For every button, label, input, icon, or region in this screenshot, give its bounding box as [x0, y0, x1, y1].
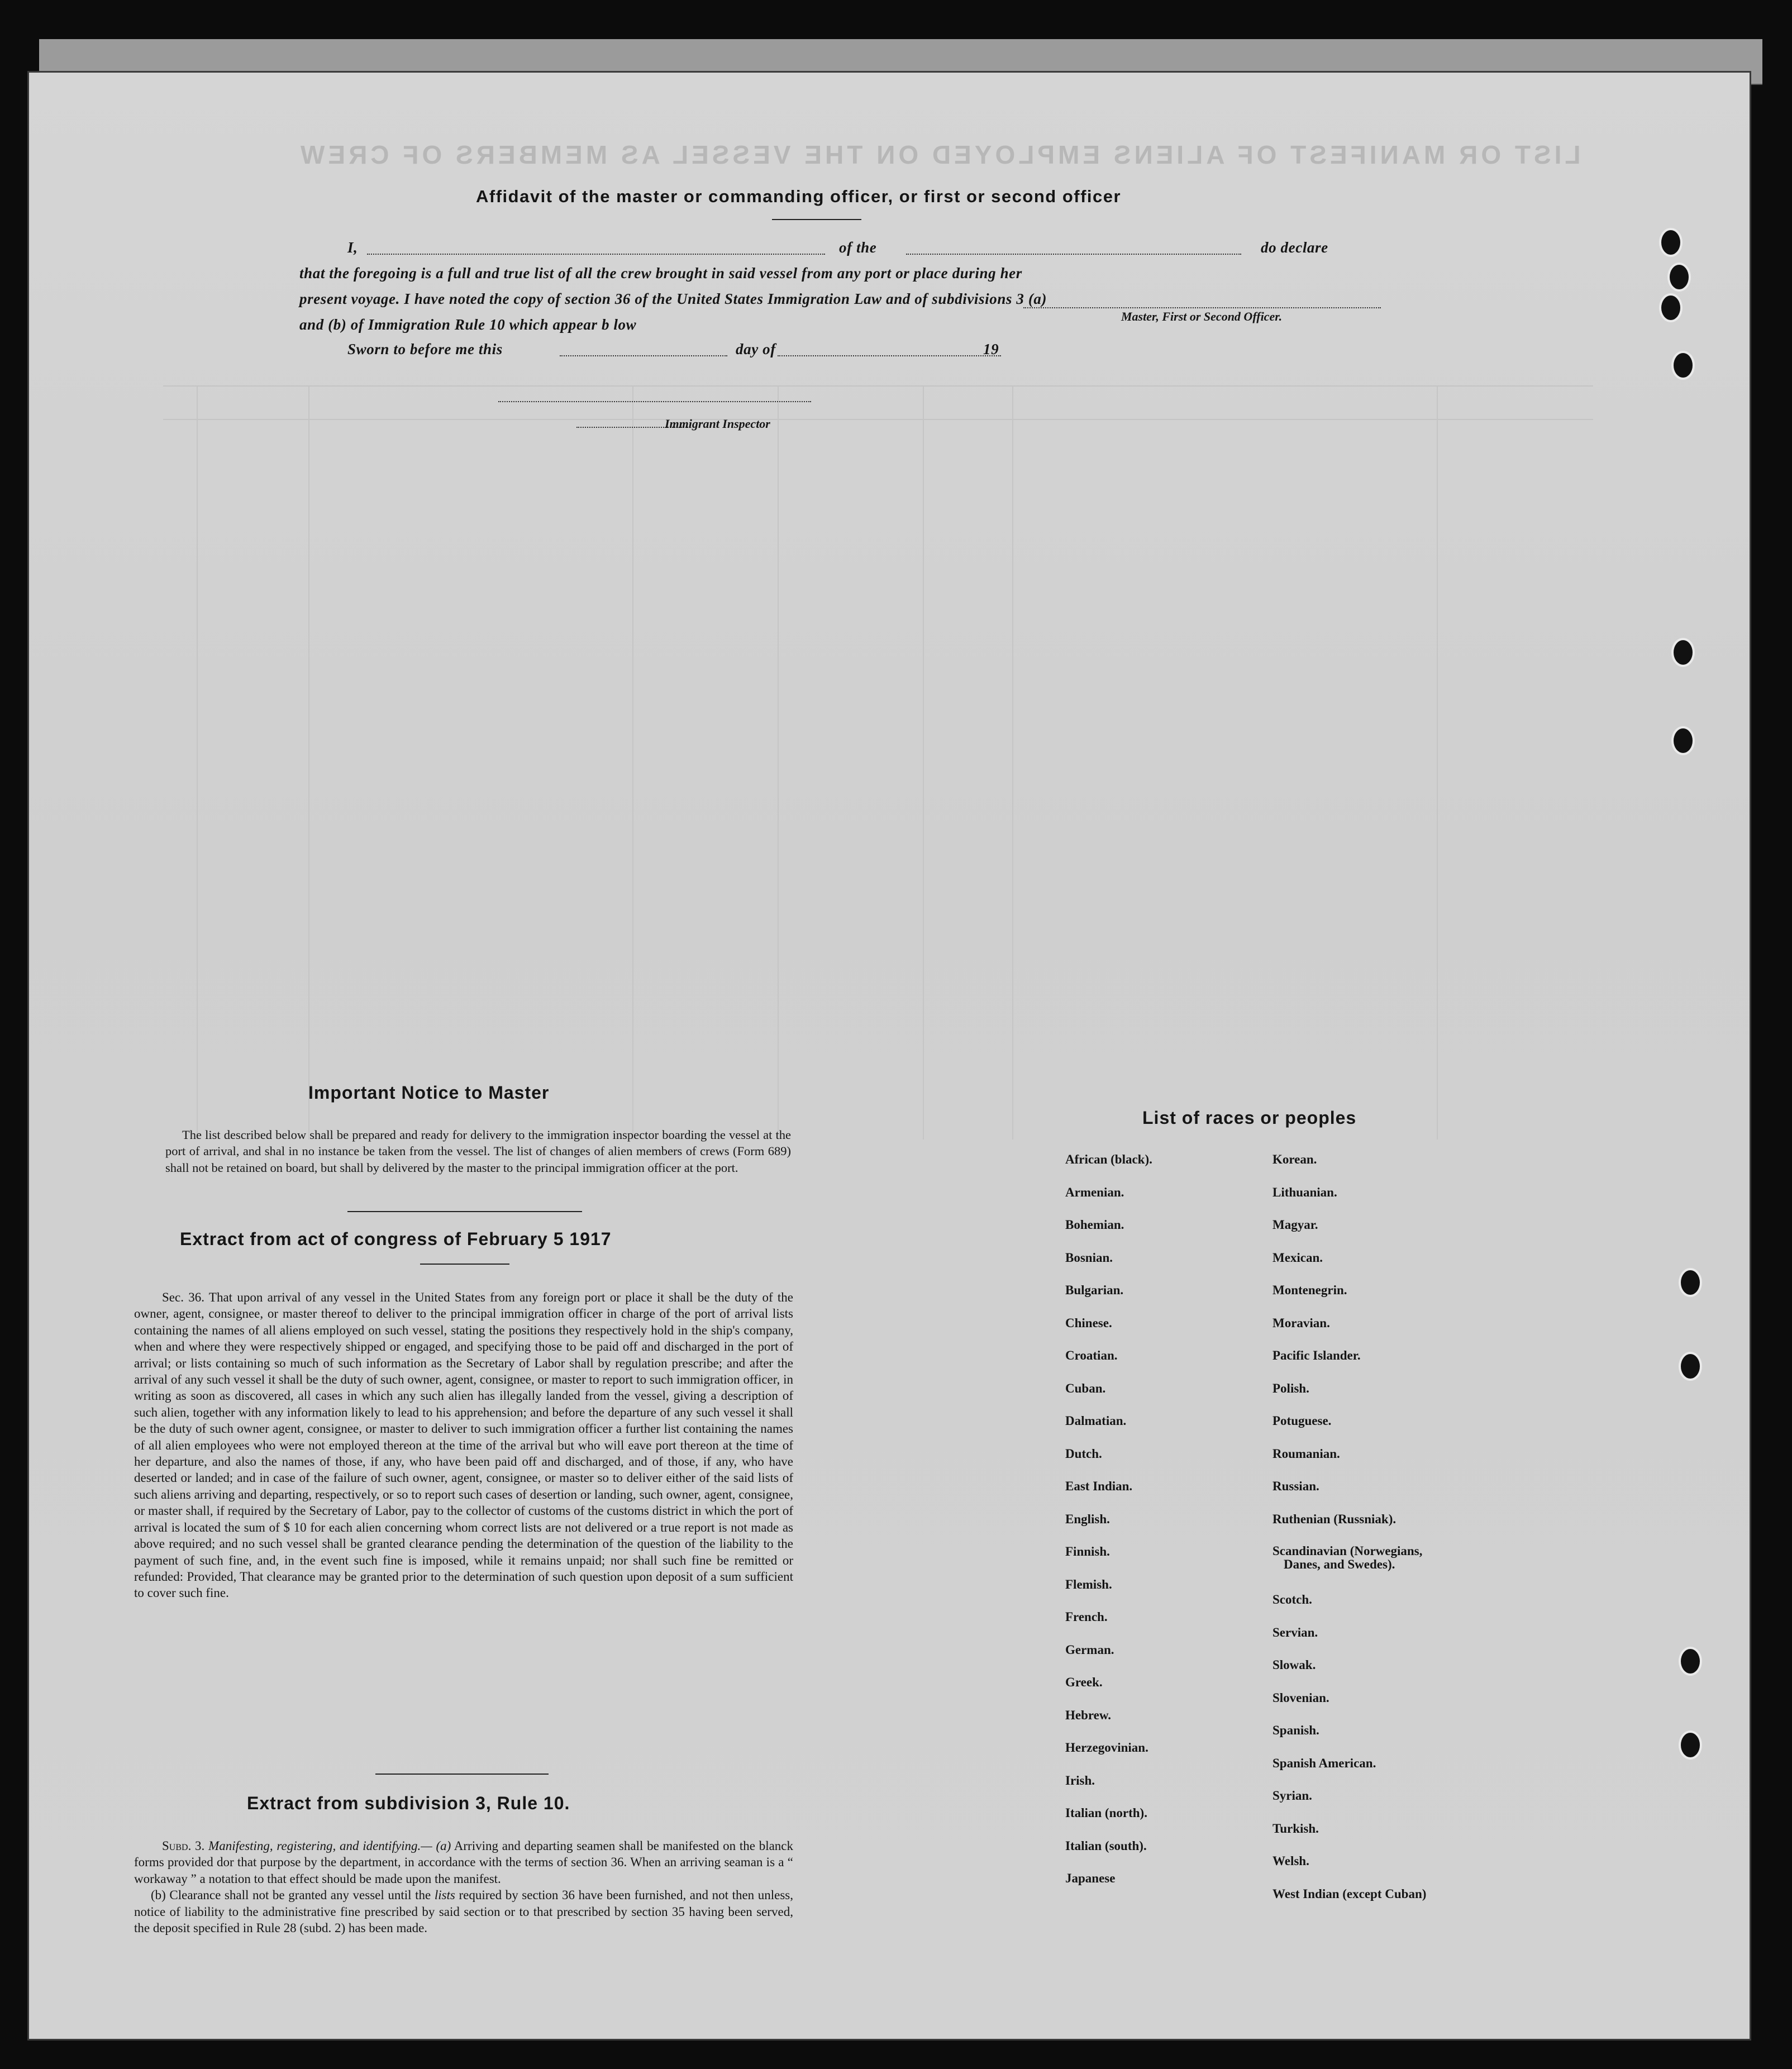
race-item: Chinese.: [1065, 1315, 1112, 1330]
race-item: Moravian.: [1272, 1315, 1330, 1330]
race-item: Slovenian.: [1272, 1690, 1329, 1705]
punch-hole: [1671, 638, 1695, 667]
bleed-through-column: [197, 385, 198, 1140]
race-item: African (black).: [1065, 1152, 1152, 1166]
race-item: Russian.: [1272, 1479, 1319, 1493]
race-item: Slowak.: [1272, 1658, 1316, 1672]
bleed-through-column: [778, 385, 779, 1140]
day-of-label: day of: [736, 341, 776, 357]
punch-hole: [1679, 1647, 1702, 1676]
race-item: Scandinavian (Norwegians, Danes, and Swedes).: [1272, 1544, 1423, 1571]
race-item: Croatian.: [1065, 1348, 1118, 1362]
affidavit-declare: do declare: [1261, 239, 1328, 256]
year-prefix: 19: [983, 341, 999, 357]
sworn-label: Sworn to before me this: [347, 341, 503, 357]
manifest-page: [29, 73, 1750, 2039]
punch-hole: [1659, 293, 1683, 322]
signature-label: Master, First or Second Officer.: [1121, 309, 1283, 323]
race-item: Armenian.: [1065, 1185, 1124, 1199]
race-item: Italian (south).: [1065, 1838, 1147, 1853]
race-item: French.: [1065, 1610, 1108, 1624]
race-item: Bohemian.: [1065, 1218, 1124, 1232]
race-item: Ruthenian (Russniak).: [1272, 1512, 1397, 1526]
race-item: Polish.: [1272, 1381, 1309, 1395]
affidavit-line-2: that the foregoing is a full and true list of all the crew brought in said vessel from any port or place during her: [299, 265, 1022, 282]
race-item: Korean.: [1272, 1152, 1317, 1166]
divider: [772, 219, 861, 220]
race-item: Roumanian.: [1272, 1446, 1340, 1461]
punch-hole: [1671, 351, 1695, 380]
races-right-column: [1272, 1152, 1426, 1919]
race-item: Finnish.: [1065, 1544, 1110, 1558]
race-item: Dalmatian.: [1065, 1414, 1127, 1428]
race-item: Japanese: [1065, 1871, 1116, 1885]
punch-hole: [1671, 726, 1695, 755]
subd-heading: Manifesting, registering, and identifying.— (a): [208, 1839, 451, 1853]
races-title: List of races or peoples: [1142, 1108, 1357, 1128]
race-item: Spanish American.: [1272, 1756, 1376, 1770]
notice-text: The list described below shall be prepared and ready for delivery to the immigration inspector boarding the vessel at the port of arrival, and shal in no instance be taken from the vessel. The list of changes of alien members of crews (Form 689) shall not be retained on board, but shall by delivered by the master to the principal immigration officer at the port.: [165, 1128, 791, 1175]
blank-vessel: [906, 254, 1241, 255]
blank-signature: [1023, 307, 1381, 308]
race-item: Welsh.: [1272, 1854, 1309, 1868]
affidavit-line-4: and (b) of Immigration Rule 10 which appear b low: [299, 316, 637, 333]
race-item: Mexican.: [1272, 1250, 1323, 1265]
race-item: Servian.: [1272, 1625, 1318, 1639]
race-item: East Indian.: [1065, 1479, 1133, 1493]
blank-day: [560, 355, 727, 356]
affidavit-i: I,: [347, 239, 358, 256]
punch-hole: [1679, 1730, 1702, 1760]
bleed-through-rule: [163, 419, 1593, 420]
race-item: English.: [1065, 1512, 1110, 1526]
subd-b-lead: (b) Clearance shall not be granted any vessel until the: [151, 1888, 431, 1903]
race-item: Bosnian.: [1065, 1250, 1113, 1265]
race-item: Herzegovinian.: [1065, 1741, 1148, 1755]
divider: [375, 1774, 549, 1775]
race-item: Magyar.: [1272, 1218, 1318, 1232]
race-item: Italian (north).: [1065, 1806, 1147, 1820]
extract-rule-title: Extract from subdivision 3, Rule 10.: [247, 1793, 570, 1813]
race-item: Hebrew.: [1065, 1708, 1111, 1722]
affidavit-of-the: of the: [839, 239, 877, 256]
blank-name: [367, 254, 825, 255]
divider: [347, 1211, 582, 1212]
race-item: West Indian (except Cuban): [1272, 1886, 1427, 1901]
bleed-through-column: [1012, 385, 1013, 1140]
rule-10-text: [134, 1838, 793, 1936]
race-item: Syrian.: [1272, 1789, 1312, 1803]
punch-hole: [1679, 1268, 1702, 1297]
races-left-column: [1065, 1152, 1152, 1904]
affidavit-title: Affidavit of the master or commanding officer, or first or second officer: [476, 187, 1122, 206]
race-item: Spanish.: [1272, 1723, 1319, 1737]
race-item: German.: [1065, 1642, 1114, 1657]
race-item: Turkish.: [1272, 1821, 1319, 1836]
race-item: Cuban.: [1065, 1381, 1106, 1395]
bleed-through-header: LIST OR MANIFEST OF ALIENS EMPLOYED ON THE VESSEL AS MEMBERS OF CREW: [297, 140, 1581, 169]
blank-month: [778, 355, 1001, 356]
race-item: Dutch.: [1065, 1446, 1102, 1461]
race-item: Flemish.: [1065, 1577, 1112, 1591]
extract-act-title: Extract from act of congress of February 5 1917: [180, 1229, 612, 1249]
race-item: Lithuanian.: [1272, 1185, 1337, 1199]
affidavit-line-3: present voyage. I have noted the copy of section 36 of the United States Immigration Law and of subdivisions 3 (a): [299, 290, 1047, 307]
punch-hole: [1659, 228, 1683, 257]
race-item: Pacific Islander.: [1272, 1348, 1361, 1362]
subd-a-text: Arriving and departing seamen shall be manifested on the blanck forms provided dor that purpose by the department, in accordance with the terms of section 36. When an arriving seaman is a “ workaway ” a notation to that effect should be made upon the manifest.: [134, 1839, 794, 1886]
bleed-through-column: [308, 385, 309, 1140]
inspector-label: Immigrant Inspector: [665, 417, 770, 431]
bleed-through-column: [923, 385, 924, 1140]
bleed-through-rule: [163, 385, 1593, 387]
subd-b-text: required by section 36 have been furnished, and not then unless, notice of liability to the administrative fine prescribed by said section or to that prescribed by section 35 having been served, the deposit specified in Rule 28 (subd. 2) has been made.: [134, 1888, 794, 1935]
divider: [420, 1264, 509, 1265]
race-item: Scotch.: [1272, 1593, 1312, 1606]
subd-b-lists: lists: [434, 1888, 455, 1903]
race-item: Irish.: [1065, 1773, 1095, 1787]
punch-hole: [1679, 1352, 1702, 1381]
section-36-text: Sec. 36. That upon arrival of any vessel in the United States from any foreign port or place it shall be the duty of the owner, agent, consignee, or master thereof to deliver to the principal immigration officer in charge of the port of arrival lists containing the names of all aliens employed on such vessel, stating the positions they respectively hold in the ship's company, when and where they were respectively shipped or engaged, and specifying those to be paid off and discharged in the port of arrival; or lists containing so much of such information as the Secretary of Labor shall by regulation prescribe; and after the arrival of any such vessel it shall be the duty of such owner, agent, consignee, or master to report to such immigration officer, in writing as soon as discovered, all cases in which any such alien has illegally landed from the vessel, giving a description of such alien, together with any information likely to lead to his apprehension; and before the departure of any such vessel it shall be the duty of such owner agent, consignee, or master to deliver to such immigration officer a further list containing the names of all alien employees who were not employed thereon at the time of the arrival but who will eave port thereon at the time of her departure, and also the names of those, if any, who have been paid off and discharged, and of those, if any, who have deserted or landed; and in case of the failure of such owner, agent, consignee, or master so to deliver either of the said lists of such aliens arriving and departing, respectively, or so to report such cases of desertion or landing, such owner, agent, consignee, or master shall, if required by the Secretary of Labor, pay to the collector of customs of the customs district in which the port of arrival is located the sum of $ 10 for each alien concerning whom correct lists are not delivered or a true report is not made as above required; and no such vessel shall be granted clearance pending the determination of the question of the liability to the payment of such fine, and, in the event such fine is imposed, while it remains unpaid; nor shall such fine be remitted or refunded: Provided, That clearance may be granted prior to the determination of such question upon deposit of a sum sufficient to cover such fine.: [134, 1290, 793, 1600]
subd-label: Subd. 3.: [162, 1839, 205, 1853]
bleed-through-column: [632, 385, 633, 1140]
race-item: Greek.: [1065, 1675, 1103, 1689]
race-item: Potuguese.: [1272, 1414, 1332, 1428]
punch-hole: [1667, 263, 1691, 292]
notice-title: Important Notice to Master: [308, 1083, 550, 1103]
race-item: Bulgarian.: [1065, 1283, 1124, 1297]
race-item: Montenegrin.: [1272, 1283, 1347, 1297]
bleed-through-column: [1437, 385, 1438, 1140]
blank-inspector: [498, 401, 811, 402]
